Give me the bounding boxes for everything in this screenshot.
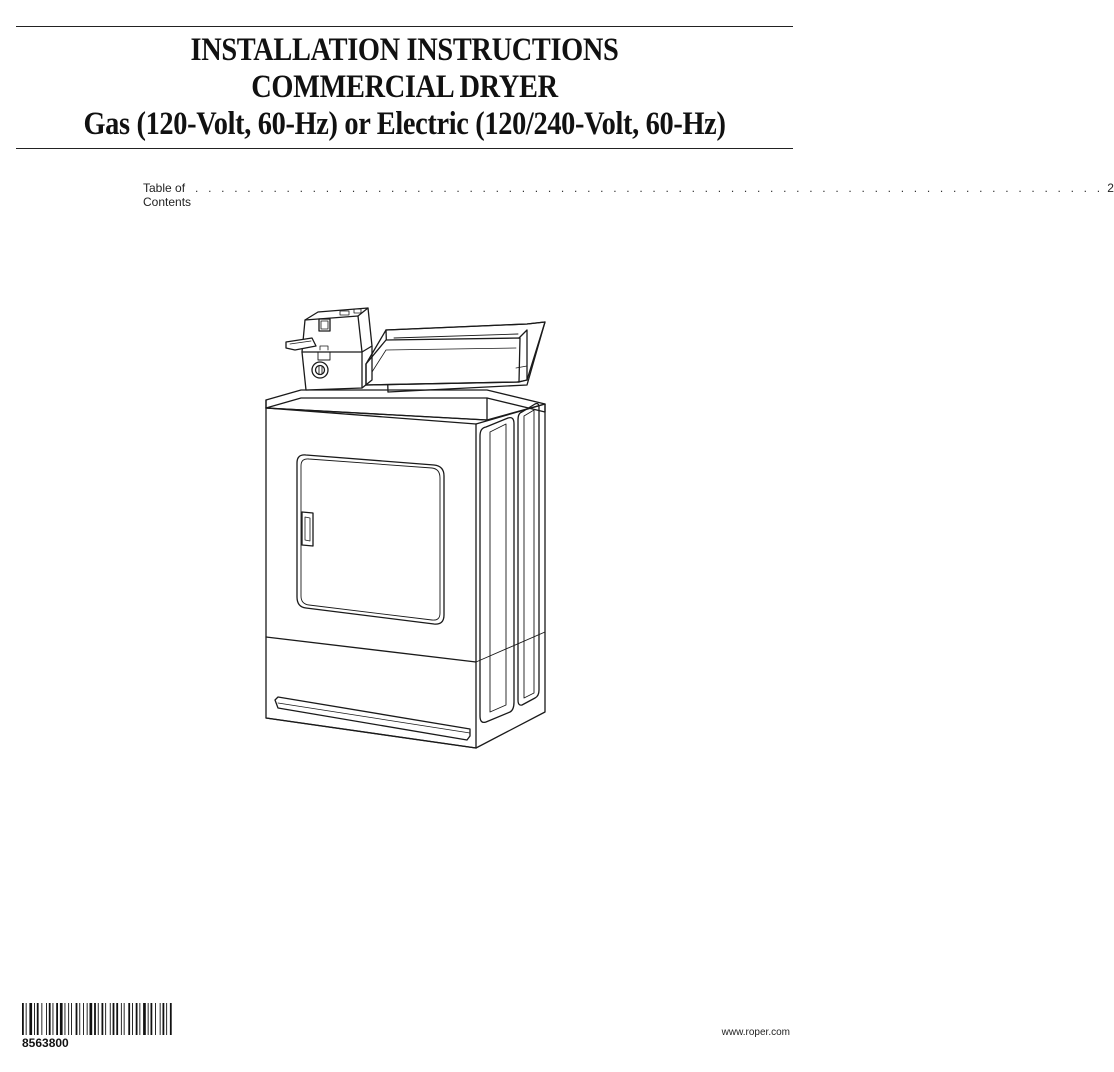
- toc-entry[interactable]: [143, 181, 1114, 209]
- dryer-illustration: [255, 315, 555, 755]
- toc-label: Table of Contents: [143, 181, 192, 209]
- bottom-rule: [16, 148, 793, 149]
- document-title: [16, 32, 793, 143]
- title-line-2: COMMERCIAL DRYER: [251, 69, 558, 105]
- website-url[interactable]: www.roper.com: [721, 1027, 790, 1038]
- part-number: 8563800: [22, 1036, 69, 1050]
- title-line-1: INSTALLATION INSTRUCTIONS: [190, 32, 619, 68]
- barcode-graphic: [22, 1003, 174, 1035]
- top-rule: [16, 26, 793, 27]
- toc-leader-dots: . . . . . . . . . . . . . . . . . . . . . . . . . . . . . . . . . . . . . . . . . . . . . . . . . . . . . . . . . . . . . . . . . . . . . .: [195, 181, 1104, 195]
- toc-page-number: 2: [1107, 181, 1114, 195]
- title-line-3: Gas (120-Volt, 60-Hz) or Electric (120/240-Volt, 60-Hz): [83, 106, 726, 142]
